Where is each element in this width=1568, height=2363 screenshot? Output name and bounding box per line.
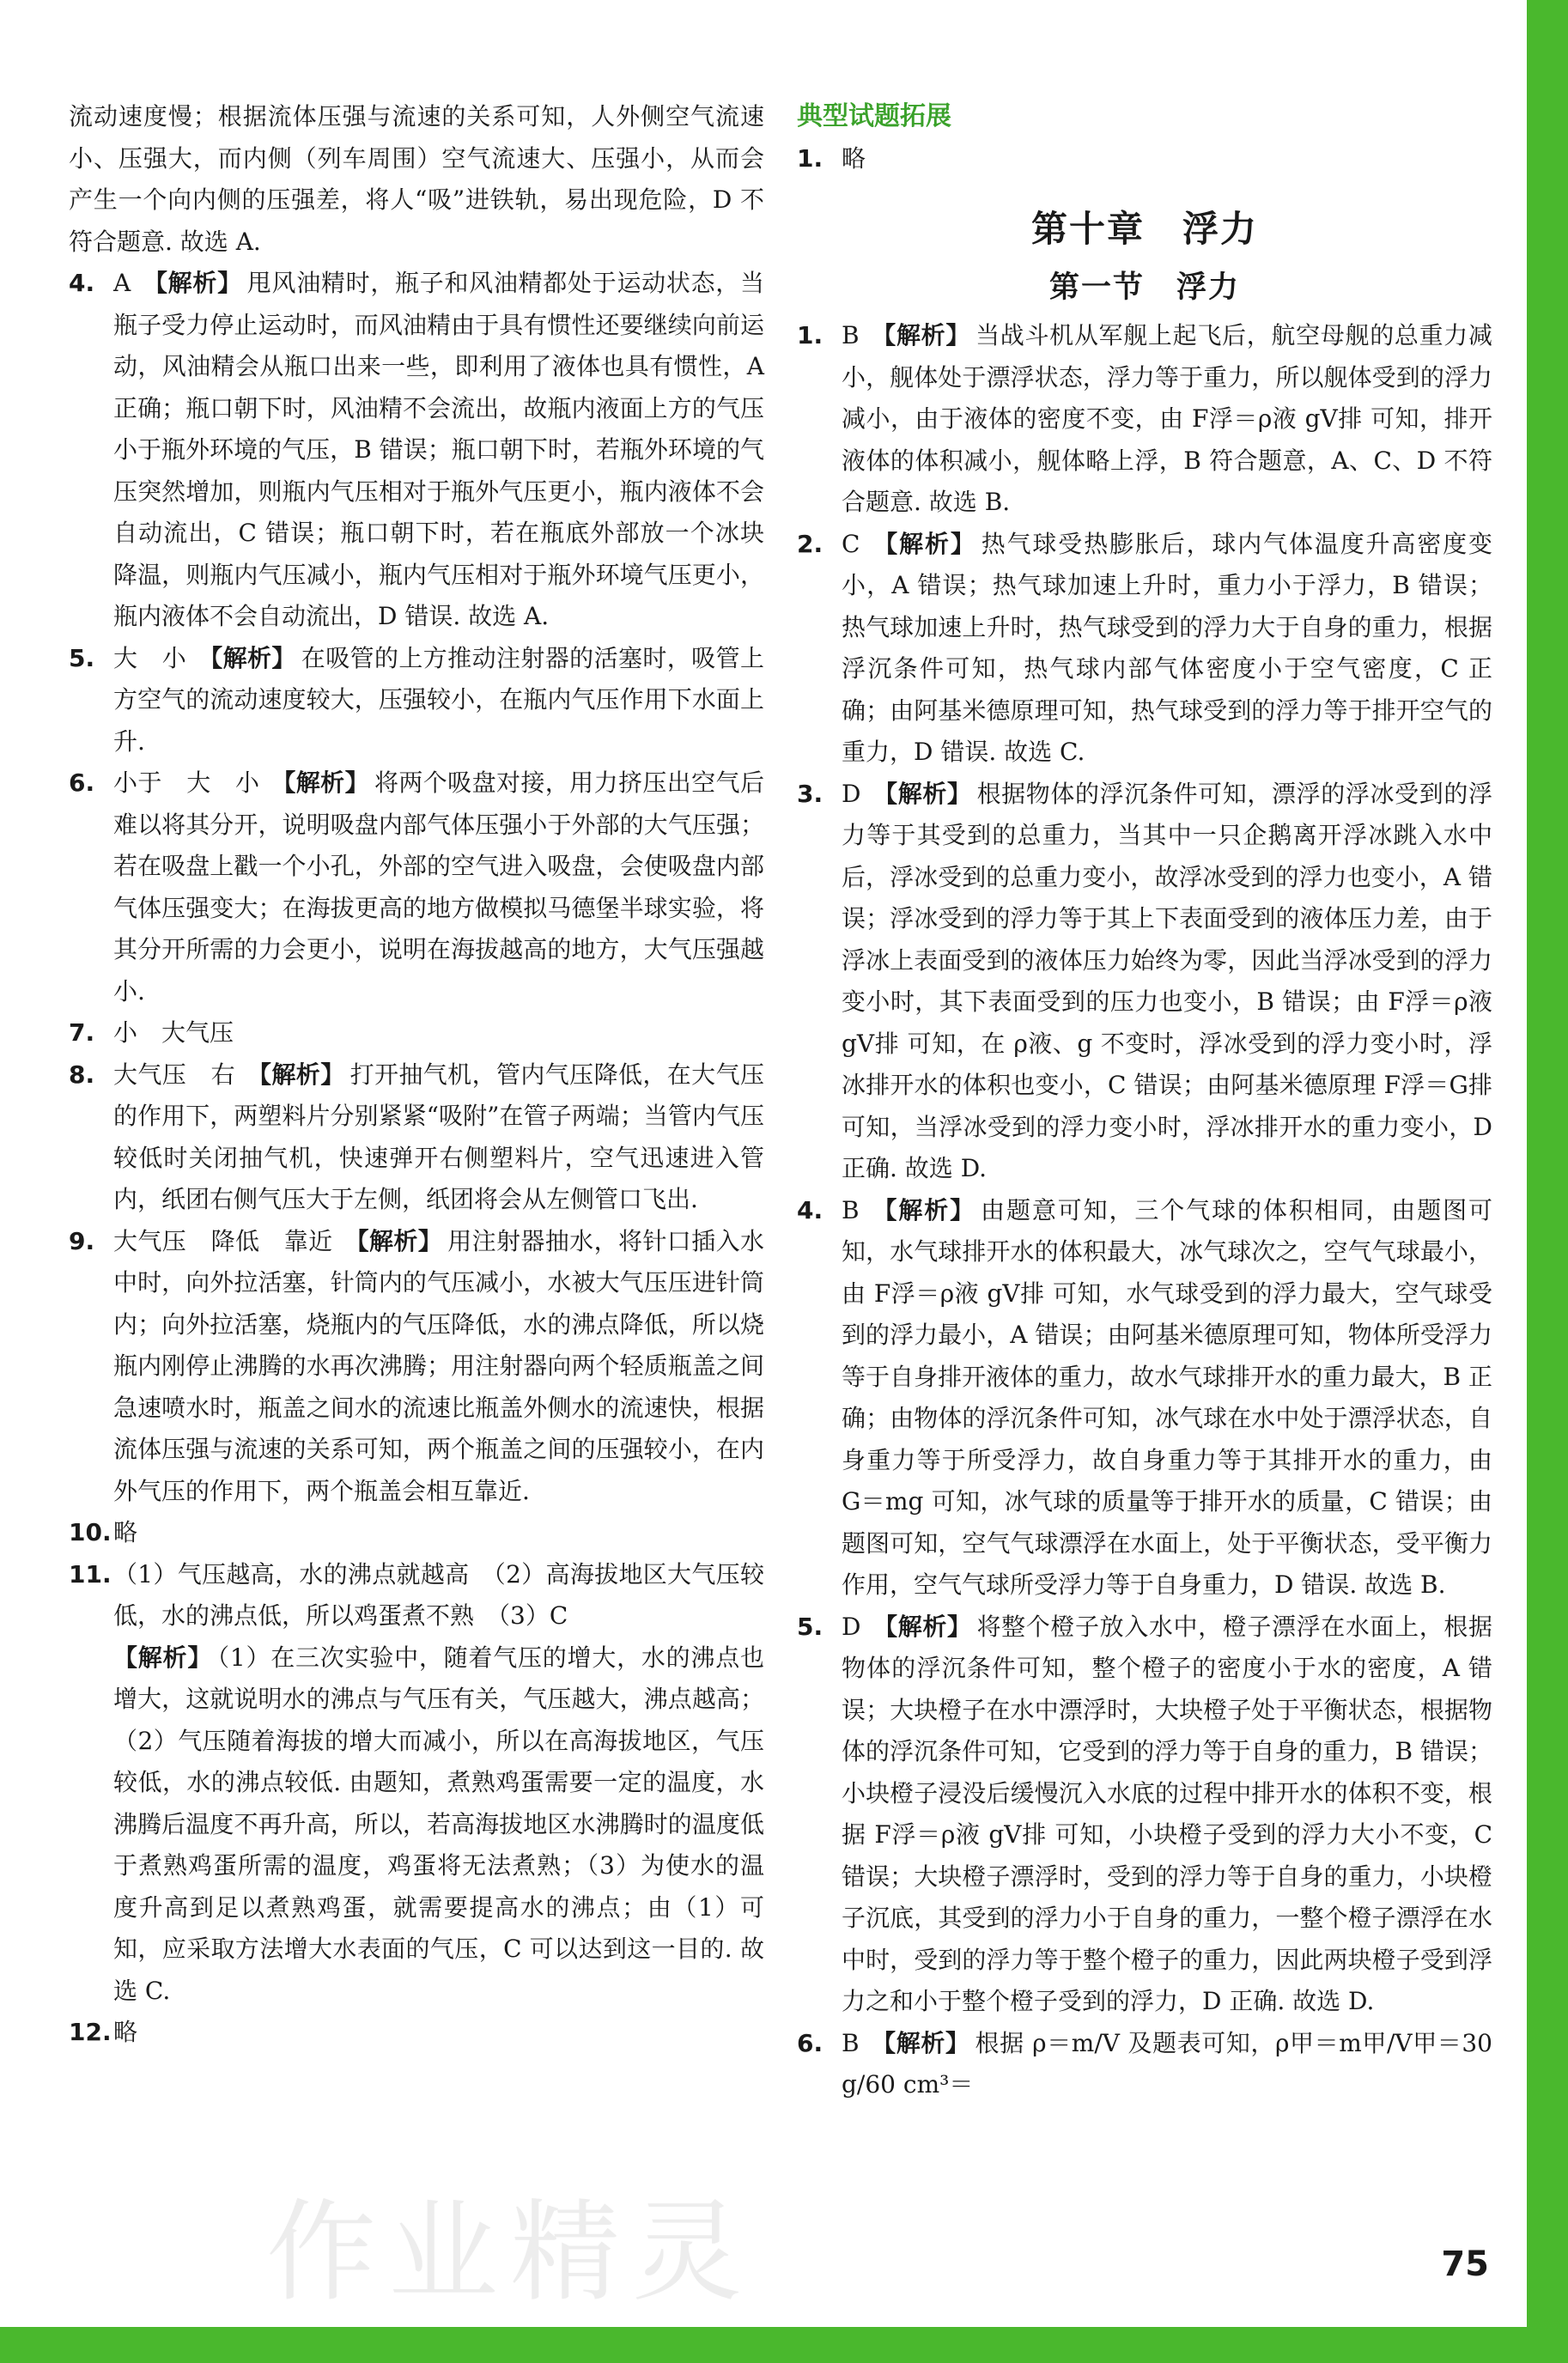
answer-item-12: 12. 略 [69, 2018, 138, 2046]
extension-item-1: 1. 略 [797, 143, 866, 173]
answer-item-5: 5. 大 小 【解析】 在吸管的上方推动注射器的活塞时，吸管上方空气的流动速度较大，压强较小，在瓶内气压作用下水面上升. [69, 643, 764, 756]
chapter-title: 第十章 浮力 [1030, 208, 1258, 250]
right-green-border [1527, 0, 1568, 2363]
answer-item-7: 7. 小 大气压 [69, 1018, 234, 1047]
continued-paragraph: 流动速度慢；根据流体压强与流速的关系可知，人外侧空气流速小、压强大，而内侧（列车周围）空气流速大、压强小，从而会产生一个向内侧的压强差，将人“吸”进铁轨，易出现危险，D 不符合题意. 故选 A. [69, 102, 764, 256]
buoyancy-item-2: 2. C 【解析】 热气球受热膨胀后，球内气体温度升高密度变小，A 错误；热气球加速上升时，重力小于浮力，B 错误；热气球加速上升时，热气球受到的浮力大于自身的重力，根据浮沉条件可知，热气球内部气体密度小于空气密度，C 正确；由阿基米德原理可知，热气球受到的浮力等于排开空气的重力，D 错误. 故选 C. [797, 529, 1492, 766]
page-number: 75 [1441, 2245, 1489, 2284]
answer-item-10: 10. 略 [69, 1518, 138, 1546]
answer-item-9: 9. 大气压 降低 靠近 【解析】 用注射器抽水，将针口插入水中时，向外拉活塞，针筒内的气压减小，水被大气压压进针筒内；向外拉活塞，烧瓶内的气压降低，水的沸点降低，所以烧瓶内刚停止沸腾的水再次沸腾；用注射器向两个轻质瓶盖之间急速喷水时，瓶盖之间水的流速比瓶盖外侧水的流速快，根据流体压强与流速的关系可知，两个瓶盖之间的压强较小，在内外气压的作用下，两个瓶盖会相互靠近. [69, 1226, 764, 1505]
left-column [69, 96, 764, 2054]
answer-item-4: 4. A 【解析】 甩风油精时，瓶子和风油精都处于运动状态，当瓶子受力停止运动时，而风油精由于具有惯性还要继续向前运动，风油精会从瓶口出来一些，即利用了液体也具有惯性，A 正确；瓶口朝下时，风油精不会流出，故瓶内液面上方的气压小于瓶外环境的气压，B 错误；瓶口朝下时，若瓶外环境的气压突然增加，则瓶内气压相对于瓶外气压更小，瓶内液体不会自动流出，C 错误；瓶口朝下时，若在瓶底外部放一个冰块降温，则瓶内气压减小，瓶内气压相对于瓶外环境气压更小，瓶内液体不会自动流出，D 错误. 故选 A. [69, 269, 764, 630]
watermark: 作业精灵 [266, 2189, 755, 2317]
section-title: 第一节 浮力 [1048, 270, 1240, 305]
answer-item-11: 11. （1）气压越高，水的沸点就越高 （2）高海拔地区大气压较低，水的沸点低，所以鸡蛋煮不熟 （3）C 【解析】 （1）在三次实验中，随着气压的增大，水的沸点也增大，这就说明水的沸点与气压有关，气压越大，沸点越高；（2）气压随着海拔的增大而减小，所以在高海拔地区，气压较低，水的沸点较低. 由题知，煮熟鸡蛋需要一定的温度，水沸腾后温度不再升高，所以，若高海拔地区水沸腾时的温度低于煮熟鸡蛋所需的温度，鸡蛋将无法煮熟；（3）为使水的温度升高到足以煮熟鸡蛋，就需要提高水的沸点；由（1）可知，应采取方法增大水表面的气压，C 可以达到这一目的. 故选 C. [69, 1559, 764, 2005]
buoyancy-item-4: 4. B 【解析】 由题意可知，三个气球的体积相同，由题图可知，水气球排开水的体积最大，冰气球次之，空气气球最小，由 F浮＝ρ液 gV排 可知，水气球受到的浮力最大，空气球受到的浮力最小，A 错误；由阿基米德原理可知，物体所受浮力等于自身排开液体的重力，故水气球排开水的重力最大，B 正确；由物体的浮沉条件可知，冰气球在水中处于漂浮状态，自身重力等于所受浮力，故自身重力等于其排开水的重力，由 G＝mg 可知，冰气球的质量等于排开水的质量，C 错误；由题图可知，空气气球漂浮在水面上，处于平衡状态，受平衡力作用，空气气球所受浮力等于自身重力，D 错误. 故选 B. [797, 1195, 1492, 1599]
buoyancy-item-3: 3. D 【解析】 根据物体的浮沉条件可知，漂浮的浮冰受到的浮力等于其受到的总重力，当其中一只企鹅离开浮冰跳入水中后，浮冰受到的总重力变小，故浮冰受到的浮力也变小，A 错误；浮冰受到的浮力等于其上下表面受到的液体压力差，由于浮冰上表面受到的液体压力始终为零，因此当浮冰受到的浮力变小时，其下表面受到的压力也变小，B 错误；由 F浮＝ρ液 gV排 可知，在 ρ液、g 不变时，浮冰受到的浮力变小时，浮冰排开水的体积也变小，C 错误；由阿基米德原理 F浮＝G排 可知，当浮冰受到的浮力变小时，浮冰排开水的重力变小，D 正确. 故选 D. [797, 779, 1492, 1182]
bottom-green-border [0, 2327, 1568, 2363]
buoyancy-item-5: 5. D 【解析】 将整个橙子放入水中，橙子漂浮在水面上，根据物体的浮沉条件可知，整个橙子的密度小于水的密度，A 错误；大块橙子在水中漂浮时，大块橙子处于平衡状态，根据物体的浮沉条件可知，它受到的浮力等于自身的重力，B 错误；小块橙子浸没后缓慢沉入水底的过程中排开水的体积不变，根据 F浮＝ρ液 gV排 可知，小块橙子受到的浮力大小不变，C 错误；大块橙子漂浮时，受到的浮力等于自身的重力，小块橙子沉底，其受到的浮力小于自身的重力，一整个橙子漂浮在水中时，受到的浮力等于整个橙子的重力，因此两块橙子受到浮力之和小于整个橙子受到的浮力，D 正确. 故选 D. [797, 1612, 1492, 2015]
answer-item-6: 6. 小于 大 小 【解析】 将两个吸盘对接，用力挤压出空气后难以将其分开，说明吸盘内部气体压强小于外部的大气压强；若在吸盘上戳一个小孔，外部的空气进入吸盘，会使吸盘内部气体压强变大；在海拔更高的地方做模拟马德堡半球实验，将其分开所需的力会更小，说明在海拔越高的地方，大气压强越小. [69, 768, 764, 1005]
buoyancy-item-6: 6. B 【解析】 根据 ρ＝m/V 及题表可知，ρ甲＝m甲/V甲＝30 g/60 cm³＝ [797, 2028, 1492, 2099]
answer-item-8: 8. 大气压 右 【解析】 打开抽气机，管内气压降低，在大气压的作用下，两塑料片分别紧紧“吸附”在管子两端；当管内气压较低时关闭抽气机，快速弹开右侧塑料片，空气迅速进入管内，纸团右侧气压大于左侧，纸团将会从左侧管口飞出. [69, 1060, 764, 1213]
section-heading-typical-questions: 典型试题拓展 [797, 101, 951, 131]
right-column [797, 96, 1492, 2106]
buoyancy-item-1: 1. B 【解析】 当战斗机从军舰上起飞后，航空母舰的总重力减小，舰体处于漂浮状态，浮力等于重力，所以舰体受到的浮力减小，由于液体的密度不变，由 F浮＝ρ液 gV排 可知，排开液体的体积减小，舰体略上浮，B 符合题意，A、C、D 不符合题意. 故选 B. [797, 321, 1492, 516]
